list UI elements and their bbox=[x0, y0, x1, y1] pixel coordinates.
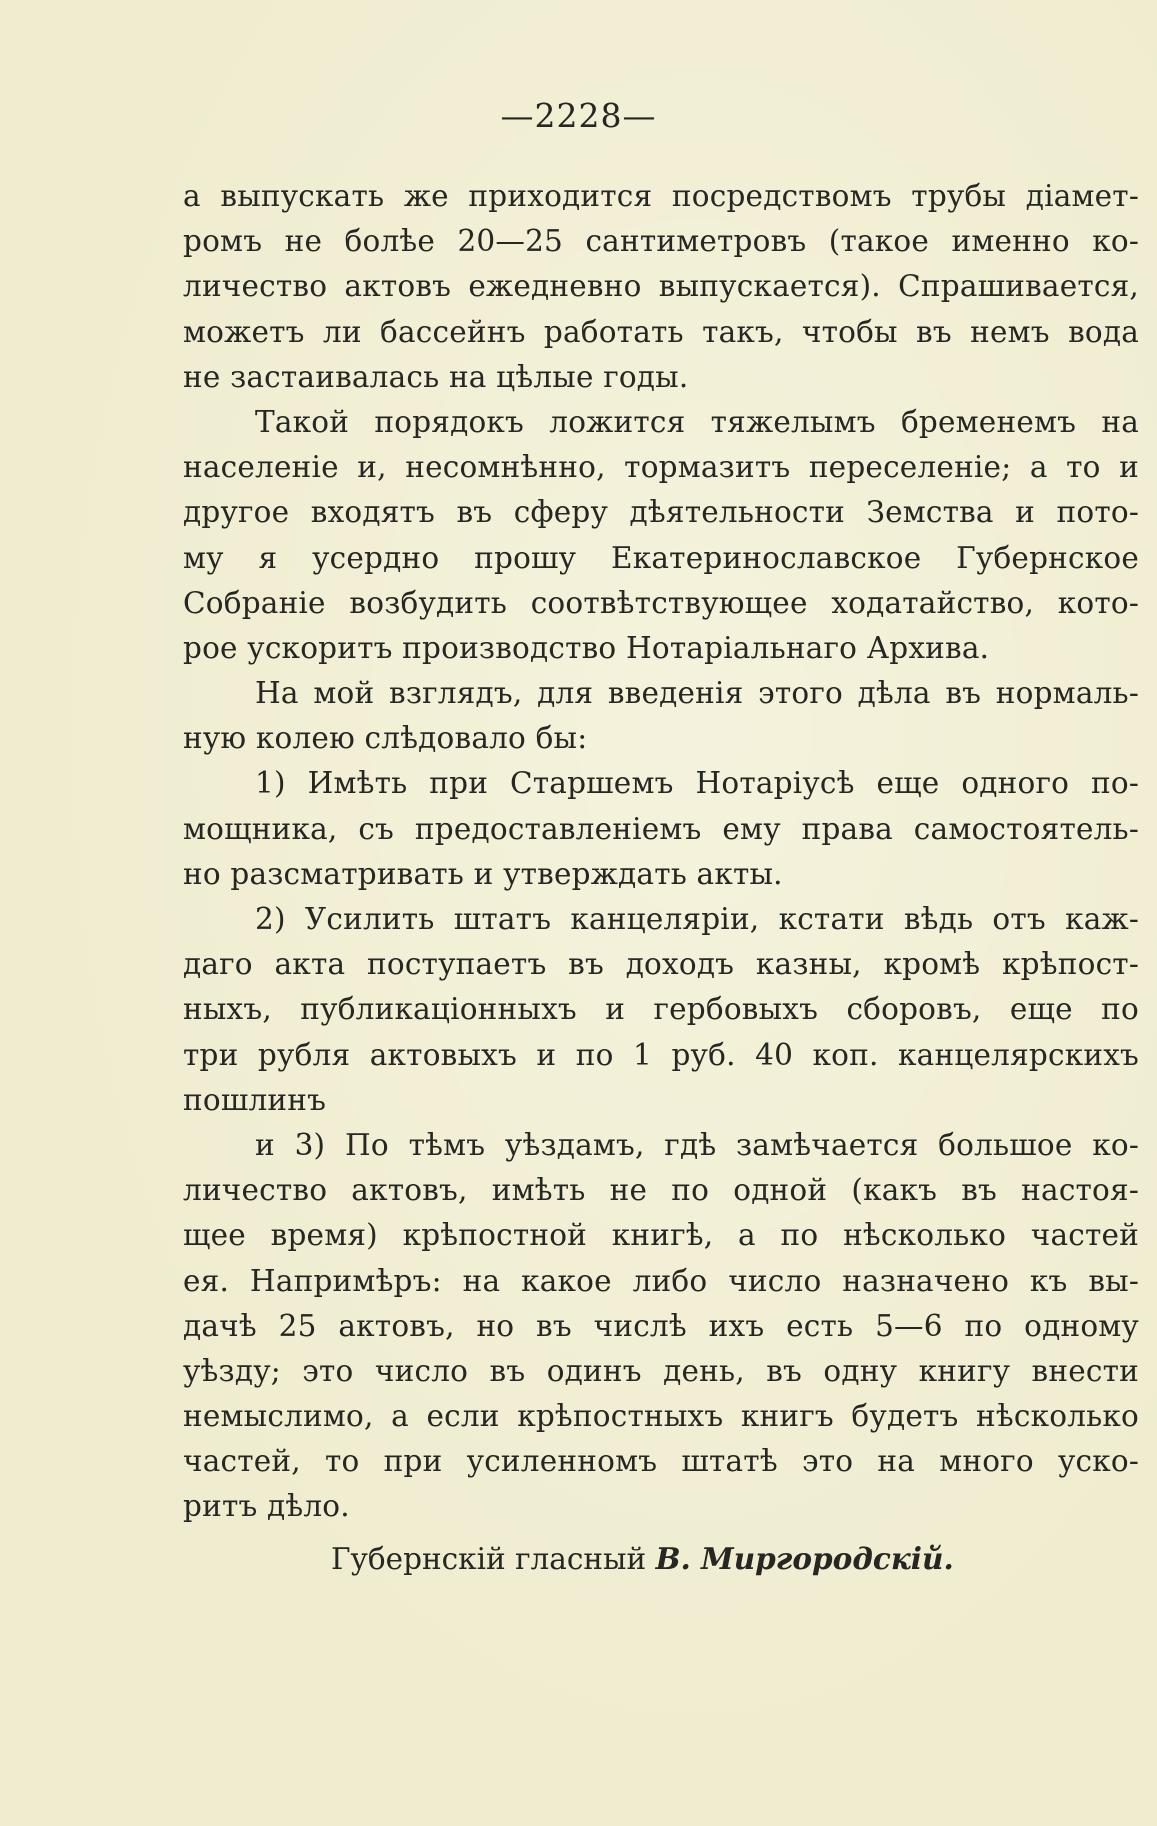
text-line: частей, то при усиленномъ штатѣ это на много уско- bbox=[183, 1444, 1139, 1479]
body-text bbox=[183, 174, 1139, 1581]
signature-line bbox=[183, 1536, 1139, 1581]
text-line: ныхъ, публикаціонныхъ и гербовыхъ сборовъ, еще по bbox=[183, 992, 1139, 1027]
text-line: даго акта поступаетъ въ доходъ казны, кромѣ крѣпост- bbox=[183, 947, 1139, 982]
text-line: другое входятъ въ сферу дѣятельности Земства и пото- bbox=[183, 495, 1139, 530]
text-line: ную колею слѣдовало бы: bbox=[183, 721, 588, 756]
text-line: три рубля актовыхъ и по 1 руб. 40 коп. канцелярскихъ bbox=[183, 1037, 1139, 1072]
text-line: рое ускоритъ производство Нотаріальнаго Архива. bbox=[183, 630, 990, 665]
text-line: личество актовъ, имѣть не по одной (какъ въ настоя- bbox=[183, 1173, 1139, 1208]
text-line: Такой порядокъ ложится тяжелымъ бременемъ на bbox=[255, 404, 1139, 439]
text-line: На мой взглядъ, для введенія этого дѣла въ нормаль- bbox=[255, 676, 1139, 711]
text-line: личество актовъ ежедневно выпускается). Спрашивается, bbox=[183, 269, 1139, 304]
text-line: и 3) По тѣмъ уѣздамъ, гдѣ замѣчается большое ко- bbox=[255, 1127, 1139, 1162]
text-line: уѣзду; это число въ одинъ день, въ одну книгу внести bbox=[183, 1353, 1139, 1388]
text-line: населеніе и, несомнѣнно, тормазитъ переселеніе; а то и bbox=[183, 450, 1139, 485]
text-line: можетъ ли бассейнъ работать такъ, чтобы въ немъ вода bbox=[183, 314, 1139, 349]
text-line: му я усердно прошу Екатеринославское Губернское bbox=[183, 540, 1139, 575]
page-number: —2228— bbox=[500, 96, 657, 135]
text-line: ея. Напримѣръ: на какое либо число назначено къ вы- bbox=[183, 1263, 1139, 1298]
text-line: щее время) крѣпостной книгѣ, а по нѣсколько частей bbox=[183, 1218, 1139, 1253]
text-line: но разсматривать и утверждать акты. bbox=[183, 856, 783, 891]
text-line: ромъ не болѣе 20—25 сантиметровъ (такое именно ко- bbox=[183, 224, 1139, 259]
text-line: пошлинъ bbox=[183, 1082, 327, 1117]
text-line: ритъ дѣло. bbox=[183, 1489, 350, 1524]
text-line: не застаивалась на цѣлые годы. bbox=[183, 359, 689, 394]
text-line: 2) Усилить штатъ канцеляріи, кстати вѣдь отъ каж- bbox=[255, 902, 1139, 936]
signature-title: Губернскій гласный bbox=[331, 1541, 656, 1576]
text-line: а выпускать же приходится посредствомъ трубы діамет- bbox=[183, 179, 1139, 213]
text-line: немыслимо, а если крѣпостныхъ книгъ будетъ нѣсколько bbox=[183, 1399, 1139, 1434]
text-line: 1) Имѣть при Старшемъ Нотаріусѣ еще одного по- bbox=[255, 766, 1139, 801]
text-line: мощника, съ предоставленіемъ ему права самостоятель- bbox=[183, 811, 1139, 846]
text-line: дачѣ 25 актовъ, но въ числѣ ихъ есть 5—6 по одному bbox=[183, 1308, 1139, 1343]
text-line: Собраніе возбудить соотвѣтствующее ходатайство, кото- bbox=[183, 585, 1139, 620]
signature-name: В. Миргородскій. bbox=[655, 1540, 954, 1576]
